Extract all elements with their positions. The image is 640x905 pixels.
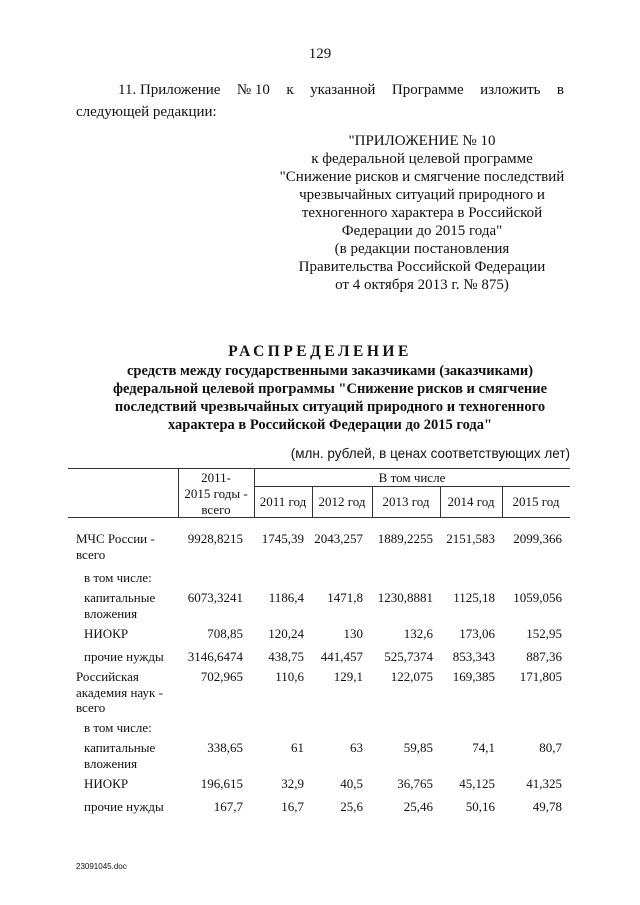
cell-year-value: 49,78: [532, 799, 562, 814]
item-word: изложить: [480, 82, 541, 98]
footer-filename: 23091045.doc: [76, 862, 127, 871]
cell-year-value: 173,06: [459, 626, 495, 641]
appendix-line: к федеральной целевой программе: [311, 151, 533, 167]
cell-year-value: 120,24: [268, 626, 304, 641]
cell-year-value: 59,85: [403, 740, 433, 755]
header-year: 2012 год: [318, 494, 366, 509]
cell-year-value: 1471,8: [327, 590, 363, 605]
cell-year-value: 1059,056: [513, 590, 562, 605]
row-label: [84, 570, 152, 586]
page-number: 129: [308, 46, 332, 62]
row-label-line: капитальные: [84, 740, 156, 755]
header-group: В том числе: [378, 470, 446, 485]
cell-total: 9928,8215: [187, 531, 243, 546]
cell-year-value: 25,6: [340, 799, 363, 814]
row-label-line: НИОКР: [84, 776, 129, 791]
table-top-rule: [68, 468, 570, 469]
appendix-line: техногенного характера в Российской: [301, 205, 543, 221]
item-word: указанной: [310, 82, 376, 98]
cell-year-value: 61: [291, 740, 304, 755]
item-word: 11. Приложение: [118, 82, 221, 98]
cell-year-value: 1125,18: [453, 590, 495, 605]
item-11-continuation: следующей редакции:: [76, 104, 217, 120]
row-label-line: прочие нужды: [84, 799, 164, 814]
document-subtitle: [64, 362, 596, 434]
row-label: [84, 649, 164, 665]
cell-year-value: 110,6: [275, 669, 304, 684]
cell-total: 708,85: [207, 626, 243, 641]
cell-total: 167,7: [213, 799, 243, 814]
item-word: Программе: [391, 82, 464, 98]
cell-year-value: 63: [350, 740, 363, 755]
cell-total: 3146,6474: [187, 649, 243, 664]
cell-year-value: 2043,257: [314, 531, 363, 546]
row-label-line: капитальные: [84, 590, 156, 605]
subtitle-line: характера в Российской Федерации до 2015 года": [167, 417, 493, 433]
appendix-heading: [262, 132, 582, 294]
row-label: [84, 720, 152, 736]
row-label-line: всего: [76, 700, 106, 715]
units-note: (млн. рублей, в ценах соответствующих лет): [290, 446, 570, 461]
row-label-line: всего: [76, 546, 106, 562]
cell-year-value: 853,343: [452, 649, 495, 664]
item-11-line: [118, 82, 564, 99]
cell-year-value: 169,385: [452, 669, 495, 684]
row-label: [84, 776, 128, 792]
row-label: [84, 740, 155, 771]
row-label: [76, 669, 163, 716]
cell-year-value: 41,325: [526, 776, 562, 791]
cell-year-value: 171,805: [519, 669, 562, 684]
cell-year-value: 130: [343, 626, 363, 641]
header-total-line: всего: [201, 502, 231, 517]
cell-year-value: 1230,8881: [377, 590, 433, 605]
row-label-line: НИОКР: [84, 626, 129, 641]
row-label-line: вложения: [84, 605, 138, 621]
cell-year-value: 525,7374: [384, 649, 433, 664]
item-word: в: [556, 82, 564, 98]
row-label-line: Российская: [76, 669, 139, 684]
appendix-line: чрезвычайных ситуаций природного и: [299, 187, 545, 203]
cell-year-value: 122,075: [390, 669, 433, 684]
cell-total: 702,965: [200, 669, 243, 684]
document-title: РАСПРЕДЕЛЕНИЕ: [228, 343, 412, 360]
header-year: 2014 год: [447, 494, 495, 509]
header-total-line: 2015 годы -: [184, 486, 248, 501]
cell-year-value: 1745,39: [261, 531, 304, 546]
cell-year-value: 438,75: [268, 649, 304, 664]
header-year: 2013 год: [382, 494, 430, 509]
cell-year-value: 1186,4: [268, 590, 304, 605]
row-label: [84, 590, 155, 621]
header-total-line: 2011-: [201, 470, 231, 485]
cell-year-value: 132,6: [403, 626, 433, 641]
subtitle-line: последствий чрезвычайных ситуаций природного и техногенного: [114, 399, 546, 415]
subtitle-line: федеральной целевой программы "Снижение рисков и смягчение: [112, 381, 548, 397]
cell-year-value: 25,46: [403, 799, 433, 814]
cell-year-value: 74,1: [472, 740, 495, 755]
cell-year-value: 36,765: [397, 776, 433, 791]
table-group-rule: [254, 486, 570, 487]
appendix-line: "Снижение рисков и смягчение последствий: [279, 169, 565, 185]
row-label: [84, 626, 128, 642]
item-word: № 10: [236, 82, 270, 98]
cell-year-value: 16,7: [281, 799, 304, 814]
appendix-line: Правительства Российской Федерации: [298, 259, 546, 275]
cell-year-value: 129,1: [333, 669, 363, 684]
table-header-rule: [68, 517, 570, 518]
row-label-line: в том числе:: [84, 720, 152, 735]
row-label-line: вложения: [84, 755, 138, 771]
appendix-line: от 4 октября 2013 г. № 875): [335, 277, 509, 293]
appendix-line: (в редакции постановления: [334, 241, 510, 257]
cell-year-value: 50,16: [465, 799, 495, 814]
cell-year-value: 1889,2255: [377, 531, 433, 546]
cell-year-value: 80,7: [539, 740, 562, 755]
cell-year-value: 40,5: [340, 776, 363, 791]
row-label-line: в том числе:: [84, 570, 152, 585]
cell-year-value: 2151,583: [446, 531, 495, 546]
cell-total: 338,65: [207, 740, 243, 755]
appendix-line: Федерации до 2015 года": [341, 223, 503, 239]
cell-year-value: 887,36: [526, 649, 562, 664]
row-label-line: академия наук -: [76, 684, 163, 700]
row-label: [76, 531, 155, 562]
item-word: к: [286, 82, 294, 98]
row-label-line: МЧС России -: [76, 531, 155, 546]
cell-total: 196,615: [200, 776, 243, 791]
cell-year-value: 45,125: [459, 776, 495, 791]
cell-year-value: 441,457: [320, 649, 363, 664]
header-year: 2015 год: [512, 494, 560, 509]
header-total: [178, 470, 254, 518]
subtitle-line: средств между государственными заказчиками (заказчиками): [126, 363, 534, 379]
header-year: 2011 год: [259, 494, 307, 509]
appendix-line: "ПРИЛОЖЕНИЕ № 10: [348, 133, 496, 149]
cell-year-value: 152,95: [526, 626, 562, 641]
cell-year-value: 32,9: [281, 776, 304, 791]
row-label: [84, 799, 164, 815]
cell-total: 6073,3241: [187, 590, 243, 605]
row-label-line: прочие нужды: [84, 649, 164, 664]
cell-year-value: 2099,366: [513, 531, 562, 546]
